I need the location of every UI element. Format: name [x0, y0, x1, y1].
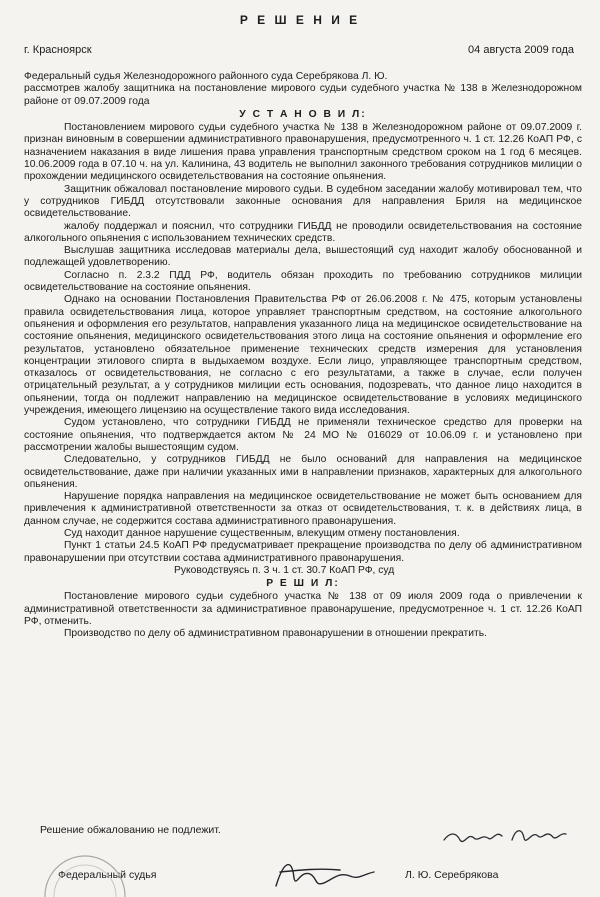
paragraph: Нарушение порядка направления на медицинское освидетельствование не может быть основанием для привлечения к административной ответственности за отказ от освидетельствования, т. к. в действиях лица, в данном случае, не содержится состава административного правонарушения.: [24, 491, 582, 527]
judge-label: Федеральный судья: [58, 869, 157, 881]
paragraph: Следовательно, у сотрудников ГИБДД не было оснований для направления на медицинское освидетельствование, даже при наличии указанных ими в направлении признаков, характерных для алкогольного опьянения.: [24, 454, 582, 490]
document-date: 04 августа 2009 года: [468, 44, 574, 56]
paragraph: Защитник обжаловал постановление мирового судьи. В судебном заседании жалобу мотивировал тем, что у сотрудников ГИБДД отсутствовали законные основания для направления Бриля на медицинское освидетельствование.: [24, 183, 582, 220]
section-established-heading: У С Т А Н О В И Л:: [239, 108, 367, 120]
not-appealable-note: Решение обжалованию не подлежит.: [40, 824, 221, 836]
judge-name: Л. Ю. Серебрякова: [405, 869, 499, 881]
city: г. Красноярск: [24, 44, 92, 56]
handwritten-note: [440, 818, 570, 852]
paragraph: Согласно п. 2.3.2 ПДД РФ, водитель обязан проходить по требованию сотрудников милиции освидетельствование на состояние опьянения.: [24, 269, 582, 294]
paragraph: Судом установлено, что сотрудники ГИБДД не применяли техническое средство для проверки на состояние опьянения, что подтверждается актом № 24 МО № 016029 от 10.06.09 г. и установлено при рассмотрении жалобы вышестоящим судом.: [24, 417, 582, 453]
paragraph: Однако на основании Постановления Правительства РФ от 26.06.2008 г. № 475, которым установлены правила освидетельствования лица, которое управляет транспортным средством, на состояние алкогольного опьянения и оформления его результатов, направления указанного лица на медицинское освидетельствование на состояние опьянения, медицинского освидетельствования этого лица на состояние опьянения и оформление его результатов, установлено обязательное применение технических средств измерения для установления концентрации этилового спирта в выдыхаемом воздухе. Если лицо, управляющее транспортным средством, отказалось от освидетельствования, не согласно с его результатами, а также в случае, если получен отрицательный результат, а у сотрудников милиции есть основания, подозревать, что данное лицо находится в опьянении, тогда он подлежит направлению на медицинское освидетельствование в условиях медицинского учреждения, имеющего лицензию на осуществление такого вида исследования.: [24, 294, 582, 417]
paragraph: Пункт 1 статьи 24.5 КоАП РФ предусматривает прекращение производства по делу об административном правонарушении при отсутствии состава административного правонарушения.: [24, 540, 582, 564]
paragraph: Руководствуясь п. 3 ч. 1 ст. 30.7 КоАП РФ, суд: [174, 564, 395, 576]
paragraph: жалобу поддержал и пояснил, что сотрудники ГИБДД не проводили освидетельствования на состояние алкогольного опьянения с использованием технических средств.: [24, 220, 582, 244]
document-title: Р Е Ш Е Н И Е: [239, 13, 361, 27]
paragraph: Суд находит данное нарушение существенным, влекущим отмену постановления.: [64, 527, 460, 539]
document-body: [24, 71, 582, 641]
judge-signature: [270, 852, 380, 894]
paragraph: Постановлением мирового судьи судебного участка № 138 в Железнодорожном районе от 09.07.2009 г. признан виновным в совершении административного правонарушения, предусмотренного ч. 1 ст. 12.26 КоАП РФ, с назначением наказания в виде лишения права управления транспортным средством сроком на 1 год 6 месяцев. 10.06.2009 года в 07.10 ч. на ул. Калинина, 43 водитель не выполнил законного требования сотрудников милиции о прохождении медицинского освидетельствования на состояние опьянения.: [24, 122, 582, 183]
section-decided-heading: Р Е Ш И Л:: [266, 578, 340, 590]
intro-judge: Федеральный судья Железнодорожного районного суда Серебрякова Л. Ю.: [24, 71, 388, 82]
intro-complaint: рассмотрев жалобу защитника на постановление мирового судьи судебного участка № 138 в Железнодорожном районе от 09.07.2009 года: [24, 83, 582, 107]
paragraph: Постановление мирового судьи судебного участка № 138 от 09 июля 2009 года о привлечении к административной ответственности за административное правонарушение, предусмотренное ч. 1 ст. 12.26 КоАП РФ, отменить.: [24, 591, 582, 628]
paragraph: Производство по делу об административном правонарушении в отношении прекратить.: [64, 628, 487, 640]
paragraph: Выслушав защитника исследовав материалы дела, вышестоящий суд находит жалобу обоснованной и подлежащей удовлетворению.: [24, 245, 582, 269]
court-stamp: [40, 848, 130, 897]
